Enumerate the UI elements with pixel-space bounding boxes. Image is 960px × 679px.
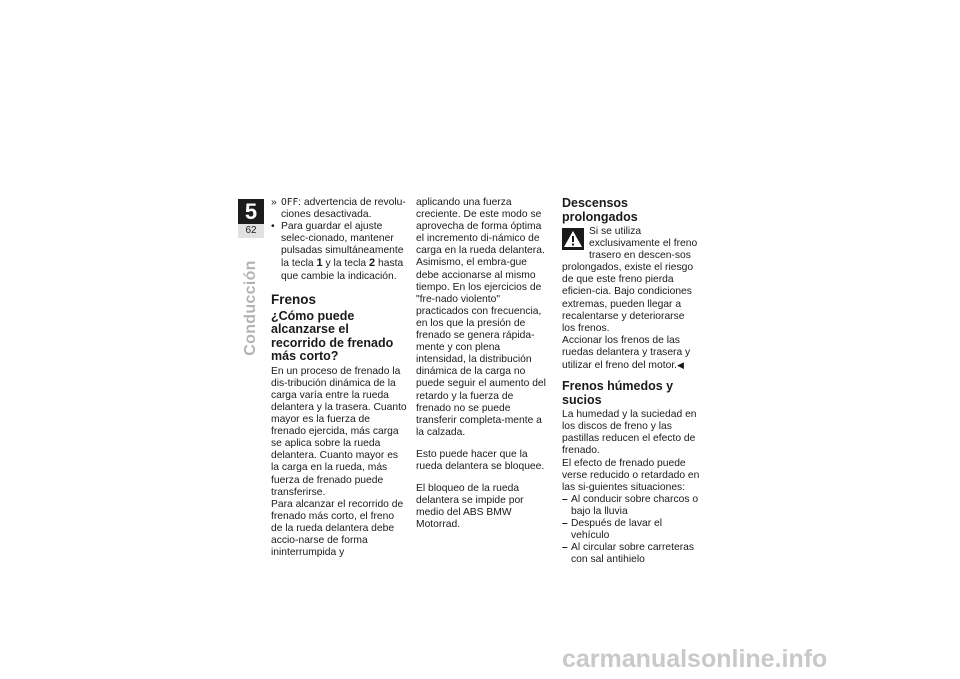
key-2: 2	[369, 257, 376, 270]
column-middle	[416, 197, 551, 531]
dash-marker: –	[562, 542, 568, 554]
chapter-side-label: Conducción	[242, 260, 259, 356]
chapter-number: 5	[238, 199, 264, 224]
paragraph: En un proceso de frenado la dis-tribución dinámica de la carga varía entre la rueda delantera y la trasera. Cuanto mayor es la fuerza de frenado ejercida, más carga se aplica sobre la rueda delantera. Cuanto mayor es la carga en la rueda, más fuerza de frenado puede transferirse.	[271, 365, 407, 498]
heading-long-descents: Descensos prolongados	[562, 196, 638, 224]
result-text: : advertencia de revolu-ciones desactivada.	[281, 197, 406, 221]
watermark: carmanualsonline.info	[562, 645, 828, 673]
list-item	[562, 494, 700, 518]
column-right	[562, 197, 700, 566]
warning-block	[562, 226, 700, 335]
dash-marker: –	[562, 517, 568, 529]
subheading-shortest-braking: ¿Cómo puede alcanzarse el recorrido de frenado más corto?	[271, 308, 394, 364]
list-item-text: Después de lavar el vehículo	[571, 517, 663, 542]
display-code: OFF	[281, 197, 299, 208]
warning-text: Si se utiliza exclusivamente el freno trasero en descen-sos prolongados, existe el riesgo de que este freno pierda eficien-cia. Bajo condiciones extremas, pueden llegar a recalentarse y deteriorarse los frenos.	[562, 226, 698, 334]
list-item-text: Al circular sobre carreteras con sal antihielo	[571, 542, 695, 566]
paragraph: Esto puede hacer que la rueda delantera se bloquee.	[416, 448, 545, 472]
bullet-text-a: Para guardar el ajuste selec-cionado, mantener pulsadas simultáneamente la tecla	[281, 221, 404, 270]
key-1: 1	[316, 257, 323, 270]
paragraph-text: Accionar los frenos de las ruedas delantera y trasera y utilizar el freno del motor.	[562, 334, 691, 372]
column-left	[271, 197, 407, 559]
chapter-tab	[238, 199, 264, 238]
paragraph	[562, 335, 700, 372]
list-item-text: Al conducir sobre charcos o bajo la lluvia	[571, 493, 699, 517]
list-item	[562, 542, 700, 566]
section-heading-frenos: Frenos	[271, 291, 317, 307]
bullet-text-c: hasta que cambie la indicación.	[281, 258, 404, 282]
result-marker: »	[271, 197, 277, 208]
page-number: 62	[238, 224, 264, 238]
paragraph: aplicando una fuerza creciente. De este modo se aprovecha de forma óptima el incremento di-námico de carga en la rueda delantera. Asimismo, el embra-gue debe accionarse al mismo tiempo. En los ejercicios de "fre-nado violento" practicados con frecuencia, en los que la presión de frenado se genera rápida-mente y con plena intensidad, la distribución dinámica de la carga no puede seguir el aumento del retardo y la fuerza de frenado no se puede transferir completa-mente a la calzada.	[416, 197, 546, 438]
bullet-marker: •	[271, 221, 275, 233]
bullet-text-b: y la tecla	[325, 258, 367, 270]
paragraph: Para alcanzar el recorrido de frenado más corto, el freno de la rueda delantera debe accio-narse de forma ininterrumpida y	[271, 498, 404, 559]
list-item	[562, 518, 700, 542]
end-mark: ◀	[677, 360, 684, 371]
warning-triangle-icon	[562, 228, 584, 250]
paragraph: El efecto de frenado puede verse reducido o retardado en las si-guientes situaciones:	[562, 457, 700, 493]
heading-wet-dirty-brakes: Frenos húmedos y sucios	[562, 379, 674, 407]
paragraph: El bloqueo de la rueda delantera se impide por medio del ABS BMW Motorrad.	[416, 483, 524, 531]
bullet-item	[271, 221, 407, 282]
result-item	[271, 197, 407, 221]
paragraph: La humedad y la suciedad en los discos de freno y las pastillas reducen el efecto de frenado.	[562, 409, 697, 457]
dash-marker: –	[562, 493, 568, 505]
